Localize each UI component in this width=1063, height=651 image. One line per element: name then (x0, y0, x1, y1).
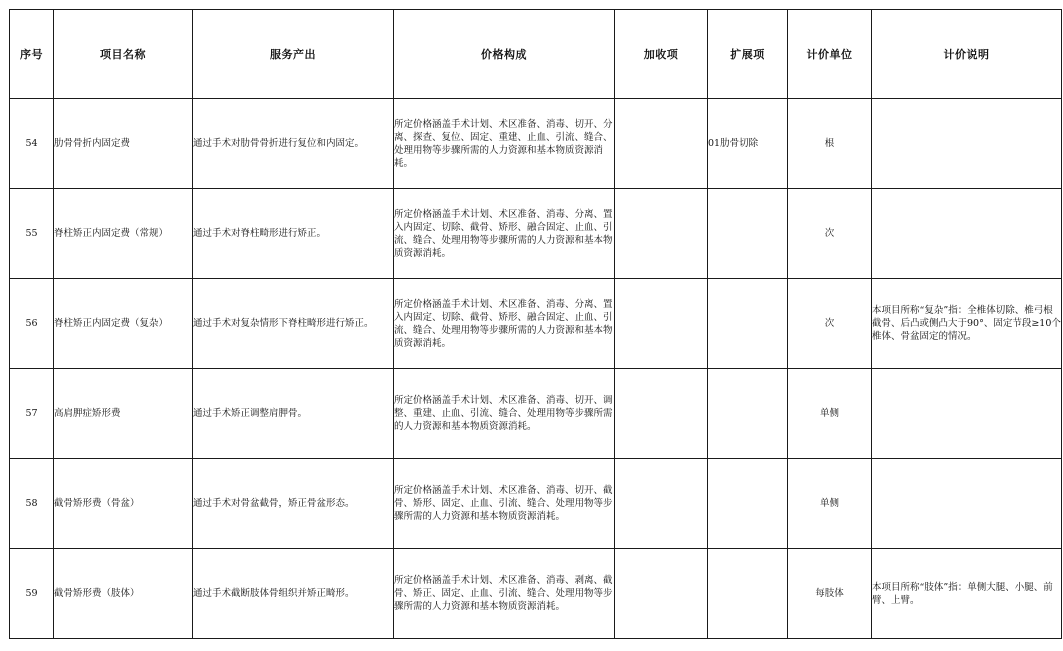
table-row (10, 549, 1062, 639)
pricing-unit: 每肢体 (788, 549, 872, 639)
service-output: 通过手术矫正调整肩胛骨。 (193, 369, 394, 459)
surcharge-cell (615, 459, 708, 549)
pricing-note (872, 99, 1062, 189)
header-no: 序号 (10, 10, 54, 99)
pricing-unit: 根 (788, 99, 872, 189)
pricing-note: 本项目所称“肢体”指：单侧大腿、小腿、前臂、上臂。 (872, 549, 1062, 639)
header-surcharge: 加收项 (615, 10, 708, 99)
pricing-table (9, 9, 1062, 639)
row-number: 58 (10, 459, 54, 549)
extension-item (708, 279, 788, 369)
price-composition: 所定价格涵盖手术计划、术区准备、消毒、切开、截骨、矫形、固定、止血、引流、缝合、处理用物等步骤所需的人力资源和基本物质资源消耗。 (394, 459, 615, 549)
price-composition: 所定价格涵盖手术计划、术区准备、消毒、切开、分离、探查、复位、固定、重建、止血、引流、缝合、处理用物等步骤所需的人力资源和基本物质资源消耗。 (394, 99, 615, 189)
header-pricing-unit: 计价单位 (788, 10, 872, 99)
table-row (10, 99, 1062, 189)
row-number: 55 (10, 189, 54, 279)
table-row (10, 189, 1062, 279)
service-output: 通过手术对脊柱畸形进行矫正。 (193, 189, 394, 279)
table-row (10, 369, 1062, 459)
pricing-note: 本项目所称“复杂”指：全椎体切除、椎弓根截骨、后凸或侧凸大于90°、固定节段≥10个椎体、骨盆固定的情况。 (872, 279, 1062, 369)
extension-item (708, 369, 788, 459)
row-number: 56 (10, 279, 54, 369)
extension-item (708, 459, 788, 549)
project-name: 肋骨骨折内固定费 (54, 99, 193, 189)
pricing-note (872, 459, 1062, 549)
extension-item: 01肋骨切除 (708, 99, 788, 189)
header-pricing-note: 计价说明 (872, 10, 1062, 99)
project-name: 高肩胛症矫形费 (54, 369, 193, 459)
service-output: 通过手术截断肢体骨组织并矫正畸形。 (193, 549, 394, 639)
pricing-unit: 单侧 (788, 369, 872, 459)
pricing-note (872, 189, 1062, 279)
project-name: 脊柱矫正内固定费（复杂） (54, 279, 193, 369)
header-project-name: 项目名称 (54, 10, 193, 99)
pricing-note (872, 369, 1062, 459)
surcharge-cell (615, 279, 708, 369)
price-composition: 所定价格涵盖手术计划、术区准备、消毒、分离、置入内固定、切除、截骨、矫形、融合固定、止血、引流、缝合、处理用物等步骤所需的人力资源和基本物质资源消耗。 (394, 189, 615, 279)
price-composition: 所定价格涵盖手术计划、术区准备、消毒、切开、调整、重建、止血、引流、缝合、处理用物等步骤所需的人力资源和基本物质资源消耗。 (394, 369, 615, 459)
extension-item (708, 189, 788, 279)
project-name: 脊柱矫正内固定费（常规） (54, 189, 193, 279)
service-output: 通过手术对复杂情形下脊柱畸形进行矫正。 (193, 279, 394, 369)
pricing-unit: 次 (788, 189, 872, 279)
row-number: 54 (10, 99, 54, 189)
header-service-output: 服务产出 (193, 10, 394, 99)
row-number: 59 (10, 549, 54, 639)
price-composition: 所定价格涵盖手术计划、术区准备、消毒、剥离、截骨、矫正、固定、止血、引流、缝合、处理用物等步骤所需的人力资源和基本物质资源消耗。 (394, 549, 615, 639)
row-number: 57 (10, 369, 54, 459)
table-header-row (10, 10, 1062, 99)
surcharge-cell (615, 549, 708, 639)
project-name: 截骨矫形费（肢体） (54, 549, 193, 639)
header-price-composition: 价格构成 (394, 10, 615, 99)
table-row (10, 279, 1062, 369)
service-output: 通过手术对肋骨骨折进行复位和内固定。 (193, 99, 394, 189)
surcharge-cell (615, 369, 708, 459)
table-row (10, 459, 1062, 549)
surcharge-cell (615, 99, 708, 189)
header-extension: 扩展项 (708, 10, 788, 99)
price-composition: 所定价格涵盖手术计划、术区准备、消毒、分离、置入内固定、切除、截骨、矫形、融合固定、止血、引流、缝合、处理用物等步骤所需的人力资源和基本物质资源消耗。 (394, 279, 615, 369)
extension-item (708, 549, 788, 639)
surcharge-cell (615, 189, 708, 279)
project-name: 截骨矫形费（骨盆） (54, 459, 193, 549)
pricing-unit: 单侧 (788, 459, 872, 549)
service-output: 通过手术对骨盆截骨，矫正骨盆形态。 (193, 459, 394, 549)
pricing-unit: 次 (788, 279, 872, 369)
